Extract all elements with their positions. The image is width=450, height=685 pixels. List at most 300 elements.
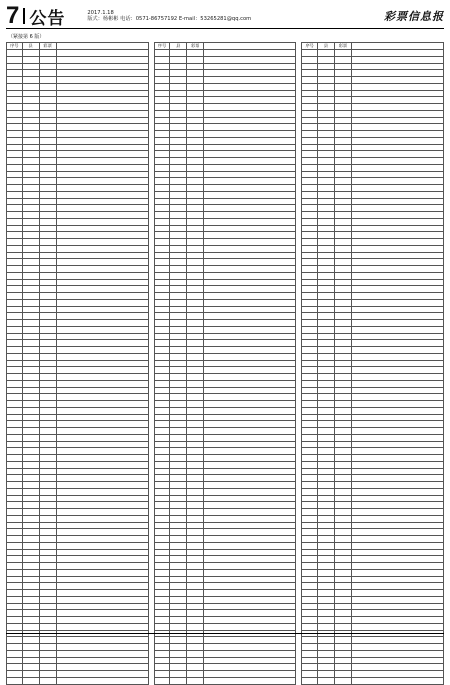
table-cell — [39, 488, 56, 495]
table-cell — [154, 347, 170, 354]
table-cell — [334, 475, 351, 482]
table-cell — [351, 509, 443, 516]
table-cell — [170, 617, 187, 624]
table-row — [302, 50, 444, 57]
table-cell — [7, 428, 23, 435]
table-row — [154, 353, 296, 360]
table-cell — [22, 272, 39, 279]
table-cell — [187, 151, 204, 158]
table-cell — [22, 171, 39, 178]
table-cell — [22, 144, 39, 151]
table-cell — [56, 610, 148, 617]
table-row — [302, 617, 444, 624]
table-cell — [22, 563, 39, 570]
table-cell — [22, 671, 39, 678]
table-row — [302, 353, 444, 360]
table-cell — [317, 63, 334, 70]
table-cell — [351, 104, 443, 111]
table-cell — [39, 509, 56, 516]
table-row — [7, 596, 149, 603]
table-row — [7, 536, 149, 543]
table-cell — [170, 569, 187, 576]
table-cell — [56, 279, 148, 286]
table-cell — [56, 232, 148, 239]
table-cell — [7, 117, 23, 124]
table-cell — [22, 434, 39, 441]
table-cell — [351, 333, 443, 340]
table-row — [7, 178, 149, 185]
table-cell — [154, 529, 170, 536]
table-cell — [22, 299, 39, 306]
table-row — [154, 401, 296, 408]
table-cell — [317, 455, 334, 462]
table-cell — [170, 677, 187, 684]
table-cell — [302, 380, 318, 387]
table-cell — [317, 252, 334, 259]
table-cell — [317, 374, 334, 381]
table-cell — [187, 90, 204, 97]
table-cell — [154, 259, 170, 266]
table-row — [302, 56, 444, 63]
table-cell — [39, 569, 56, 576]
table-cell — [334, 583, 351, 590]
table-row — [154, 144, 296, 151]
table-cell — [187, 306, 204, 313]
table-cell — [334, 664, 351, 671]
table-cell — [302, 56, 318, 63]
table-cell — [317, 603, 334, 610]
table-cell — [334, 428, 351, 435]
table-cell — [170, 218, 187, 225]
table-cell — [22, 77, 39, 84]
table-cell — [302, 522, 318, 529]
table-cell — [22, 266, 39, 273]
table-cell — [39, 299, 56, 306]
table-cell — [56, 677, 148, 684]
table-row — [302, 104, 444, 111]
table-row — [154, 70, 296, 77]
table-cell — [170, 542, 187, 549]
table-cell — [204, 97, 296, 104]
table-cell — [22, 637, 39, 644]
table-cell — [204, 455, 296, 462]
table-cell — [22, 239, 39, 246]
table-cell — [22, 259, 39, 266]
table-row — [302, 97, 444, 104]
table-row — [302, 455, 444, 462]
table-cell — [170, 293, 187, 300]
page-number: 7 — [6, 2, 20, 29]
table-cell — [170, 434, 187, 441]
contact-phone: 电话：0571-86757192 — [120, 16, 178, 22]
table-cell — [22, 610, 39, 617]
table-cell — [56, 482, 148, 489]
table-row — [302, 185, 444, 192]
table-row — [154, 83, 296, 90]
table-cell — [351, 252, 443, 259]
table-cell — [204, 326, 296, 333]
table-row — [154, 495, 296, 502]
table-cell — [204, 441, 296, 448]
table-cell — [7, 461, 23, 468]
table-cell — [39, 347, 56, 354]
table-cell — [39, 104, 56, 111]
table-cell — [334, 131, 351, 138]
table-cell — [56, 272, 148, 279]
table-cell — [39, 576, 56, 583]
table-cell — [187, 677, 204, 684]
table-cell — [204, 387, 296, 394]
table-cell — [302, 286, 318, 293]
table-cell — [22, 623, 39, 630]
table-cell — [56, 158, 148, 165]
table-cell — [39, 56, 56, 63]
table-cell — [7, 407, 23, 414]
table-cell — [317, 542, 334, 549]
table-cell — [170, 664, 187, 671]
table-cell — [154, 549, 170, 556]
table-cell — [22, 353, 39, 360]
newspaper-brand: 彩票信息报 — [384, 10, 444, 23]
table-cell — [302, 509, 318, 516]
table-cell — [154, 252, 170, 259]
table-cell — [302, 299, 318, 306]
table-cell — [154, 239, 170, 246]
table-row — [302, 131, 444, 138]
table-cell — [22, 448, 39, 455]
table-cell — [317, 245, 334, 252]
table-cell — [317, 158, 334, 165]
listing-columns — [6, 42, 444, 685]
table-cell — [334, 549, 351, 556]
table-cell — [317, 610, 334, 617]
table-cell — [22, 313, 39, 320]
table-row — [154, 185, 296, 192]
table-cell — [56, 556, 148, 563]
table-cell — [7, 434, 23, 441]
table-cell — [317, 110, 334, 117]
table-cell — [22, 569, 39, 576]
table-cell — [170, 623, 187, 630]
table-cell — [317, 144, 334, 151]
table-row — [302, 340, 444, 347]
table-cell — [351, 374, 443, 381]
table-cell — [7, 644, 23, 651]
table-cell — [154, 637, 170, 644]
table-cell — [351, 455, 443, 462]
table-cell — [317, 671, 334, 678]
table-cell — [317, 56, 334, 63]
table-cell — [204, 77, 296, 84]
table-cell — [334, 414, 351, 421]
table-cell — [334, 623, 351, 630]
table-cell — [317, 272, 334, 279]
table-cell — [187, 137, 204, 144]
table-cell — [7, 50, 23, 57]
table-cell — [204, 461, 296, 468]
table-row — [154, 137, 296, 144]
column-header: 县 — [170, 43, 187, 50]
table-cell — [7, 421, 23, 428]
table-cell — [351, 677, 443, 684]
table-cell — [204, 205, 296, 212]
table-cell — [351, 198, 443, 205]
table-cell — [334, 387, 351, 394]
table-cell — [204, 434, 296, 441]
table-cell — [187, 333, 204, 340]
table-cell — [317, 198, 334, 205]
table-cell — [351, 178, 443, 185]
table-row — [7, 245, 149, 252]
table-cell — [204, 158, 296, 165]
table-cell — [7, 590, 23, 597]
table-row — [154, 529, 296, 536]
table-row — [302, 421, 444, 428]
table-cell — [204, 198, 296, 205]
table-cell — [334, 245, 351, 252]
table-row — [7, 164, 149, 171]
table-cell — [39, 218, 56, 225]
table-cell — [56, 380, 148, 387]
table-cell — [7, 340, 23, 347]
table-cell — [56, 77, 148, 84]
table-row — [7, 50, 149, 57]
table-cell — [334, 509, 351, 516]
table-row — [7, 509, 149, 516]
table-row — [7, 191, 149, 198]
table-row — [154, 387, 296, 394]
table-row — [7, 83, 149, 90]
table-cell — [334, 272, 351, 279]
table-row — [7, 279, 149, 286]
table-cell — [56, 407, 148, 414]
table-cell — [334, 367, 351, 374]
table-cell — [187, 664, 204, 671]
table-row — [302, 360, 444, 367]
table-cell — [302, 259, 318, 266]
table-cell — [154, 401, 170, 408]
table-cell — [7, 232, 23, 239]
table-cell — [154, 428, 170, 435]
table-cell — [39, 293, 56, 300]
table-cell — [56, 178, 148, 185]
table-cell — [302, 360, 318, 367]
table-cell — [7, 677, 23, 684]
table-cell — [204, 374, 296, 381]
table-cell — [170, 556, 187, 563]
table-cell — [334, 252, 351, 259]
column-header: 县 — [22, 43, 39, 50]
table-row — [7, 212, 149, 219]
table-cell — [317, 218, 334, 225]
table-cell — [187, 158, 204, 165]
table-cell — [334, 198, 351, 205]
table-cell — [170, 529, 187, 536]
table-row — [154, 637, 296, 644]
table-cell — [7, 90, 23, 97]
table-cell — [302, 70, 318, 77]
table-cell — [170, 455, 187, 462]
table-cell — [334, 522, 351, 529]
table-cell — [39, 515, 56, 522]
table-cell — [39, 83, 56, 90]
table-row — [7, 515, 149, 522]
table-cell — [39, 198, 56, 205]
table-cell — [302, 347, 318, 354]
table-cell — [22, 387, 39, 394]
table-cell — [187, 407, 204, 414]
table-cell — [22, 394, 39, 401]
table-cell — [170, 124, 187, 131]
table-row — [302, 137, 444, 144]
table-cell — [170, 306, 187, 313]
table-cell — [302, 502, 318, 509]
table-row — [302, 151, 444, 158]
table-cell — [170, 299, 187, 306]
table-cell — [187, 171, 204, 178]
table-cell — [170, 110, 187, 117]
table-cell — [22, 178, 39, 185]
issue-date: 2017.1.18 — [87, 9, 114, 16]
table-row — [154, 239, 296, 246]
table-cell — [187, 468, 204, 475]
table-cell — [351, 218, 443, 225]
table-cell — [7, 360, 23, 367]
table-cell — [317, 461, 334, 468]
table-cell — [187, 441, 204, 448]
table-cell — [317, 590, 334, 597]
table-cell — [56, 90, 148, 97]
table-row — [7, 293, 149, 300]
table-row — [7, 70, 149, 77]
table-cell — [170, 414, 187, 421]
table-cell — [302, 515, 318, 522]
table-cell — [187, 617, 204, 624]
table-cell — [204, 509, 296, 516]
table-row — [154, 191, 296, 198]
table-cell — [334, 104, 351, 111]
table-cell — [204, 347, 296, 354]
table-cell — [22, 677, 39, 684]
table-cell — [56, 353, 148, 360]
table-cell — [39, 326, 56, 333]
table-cell — [187, 212, 204, 219]
table-row — [154, 448, 296, 455]
table-cell — [39, 320, 56, 327]
table-cell — [351, 428, 443, 435]
table-row — [154, 671, 296, 678]
table-row — [7, 448, 149, 455]
table-row — [154, 151, 296, 158]
table-cell — [56, 326, 148, 333]
table-row — [7, 218, 149, 225]
table-cell — [22, 583, 39, 590]
table-cell — [39, 70, 56, 77]
table-cell — [7, 529, 23, 536]
table-cell — [187, 340, 204, 347]
table-cell — [154, 198, 170, 205]
table-cell — [334, 401, 351, 408]
table-cell — [170, 198, 187, 205]
table-cell — [351, 144, 443, 151]
table-row — [7, 488, 149, 495]
table-cell — [204, 333, 296, 340]
table-cell — [302, 178, 318, 185]
table-cell — [334, 306, 351, 313]
table-cell — [154, 90, 170, 97]
table-cell — [154, 83, 170, 90]
table-cell — [154, 77, 170, 84]
table-cell — [187, 110, 204, 117]
table-row — [154, 407, 296, 414]
table-cell — [334, 124, 351, 131]
table-cell — [317, 171, 334, 178]
table-row — [154, 279, 296, 286]
table-cell — [187, 542, 204, 549]
table-row — [302, 320, 444, 327]
table-cell — [39, 340, 56, 347]
table-cell — [351, 495, 443, 502]
table-cell — [7, 293, 23, 300]
table-cell — [334, 171, 351, 178]
table-cell — [334, 50, 351, 57]
table-cell — [187, 556, 204, 563]
table-cell — [204, 83, 296, 90]
table-cell — [204, 502, 296, 509]
table-cell — [317, 232, 334, 239]
table-cell — [351, 97, 443, 104]
table-cell — [22, 164, 39, 171]
table-cell — [56, 171, 148, 178]
column-header: 序号 — [302, 43, 318, 50]
table-row — [302, 401, 444, 408]
table-row — [302, 333, 444, 340]
table-cell — [204, 151, 296, 158]
table-cell — [154, 286, 170, 293]
table-row — [154, 171, 296, 178]
table-cell — [204, 171, 296, 178]
table-cell — [7, 367, 23, 374]
table-cell — [187, 232, 204, 239]
table-cell — [334, 569, 351, 576]
table-cell — [7, 137, 23, 144]
table-row — [154, 610, 296, 617]
table-cell — [170, 104, 187, 111]
table-cell — [154, 164, 170, 171]
table-cell — [302, 434, 318, 441]
table-row — [154, 306, 296, 313]
table-cell — [22, 407, 39, 414]
table-cell — [39, 117, 56, 124]
table-cell — [154, 468, 170, 475]
table-cell — [317, 434, 334, 441]
table-cell — [7, 110, 23, 117]
table-cell — [56, 137, 148, 144]
table-cell — [154, 117, 170, 124]
table-cell — [22, 198, 39, 205]
table-row — [7, 502, 149, 509]
table-cell — [317, 387, 334, 394]
table-cell — [7, 272, 23, 279]
table-row — [154, 205, 296, 212]
table-cell — [302, 272, 318, 279]
table-cell — [170, 401, 187, 408]
table-cell — [334, 515, 351, 522]
table-cell — [187, 124, 204, 131]
table-cell — [204, 495, 296, 502]
table-cell — [351, 637, 443, 644]
table-cell — [351, 360, 443, 367]
